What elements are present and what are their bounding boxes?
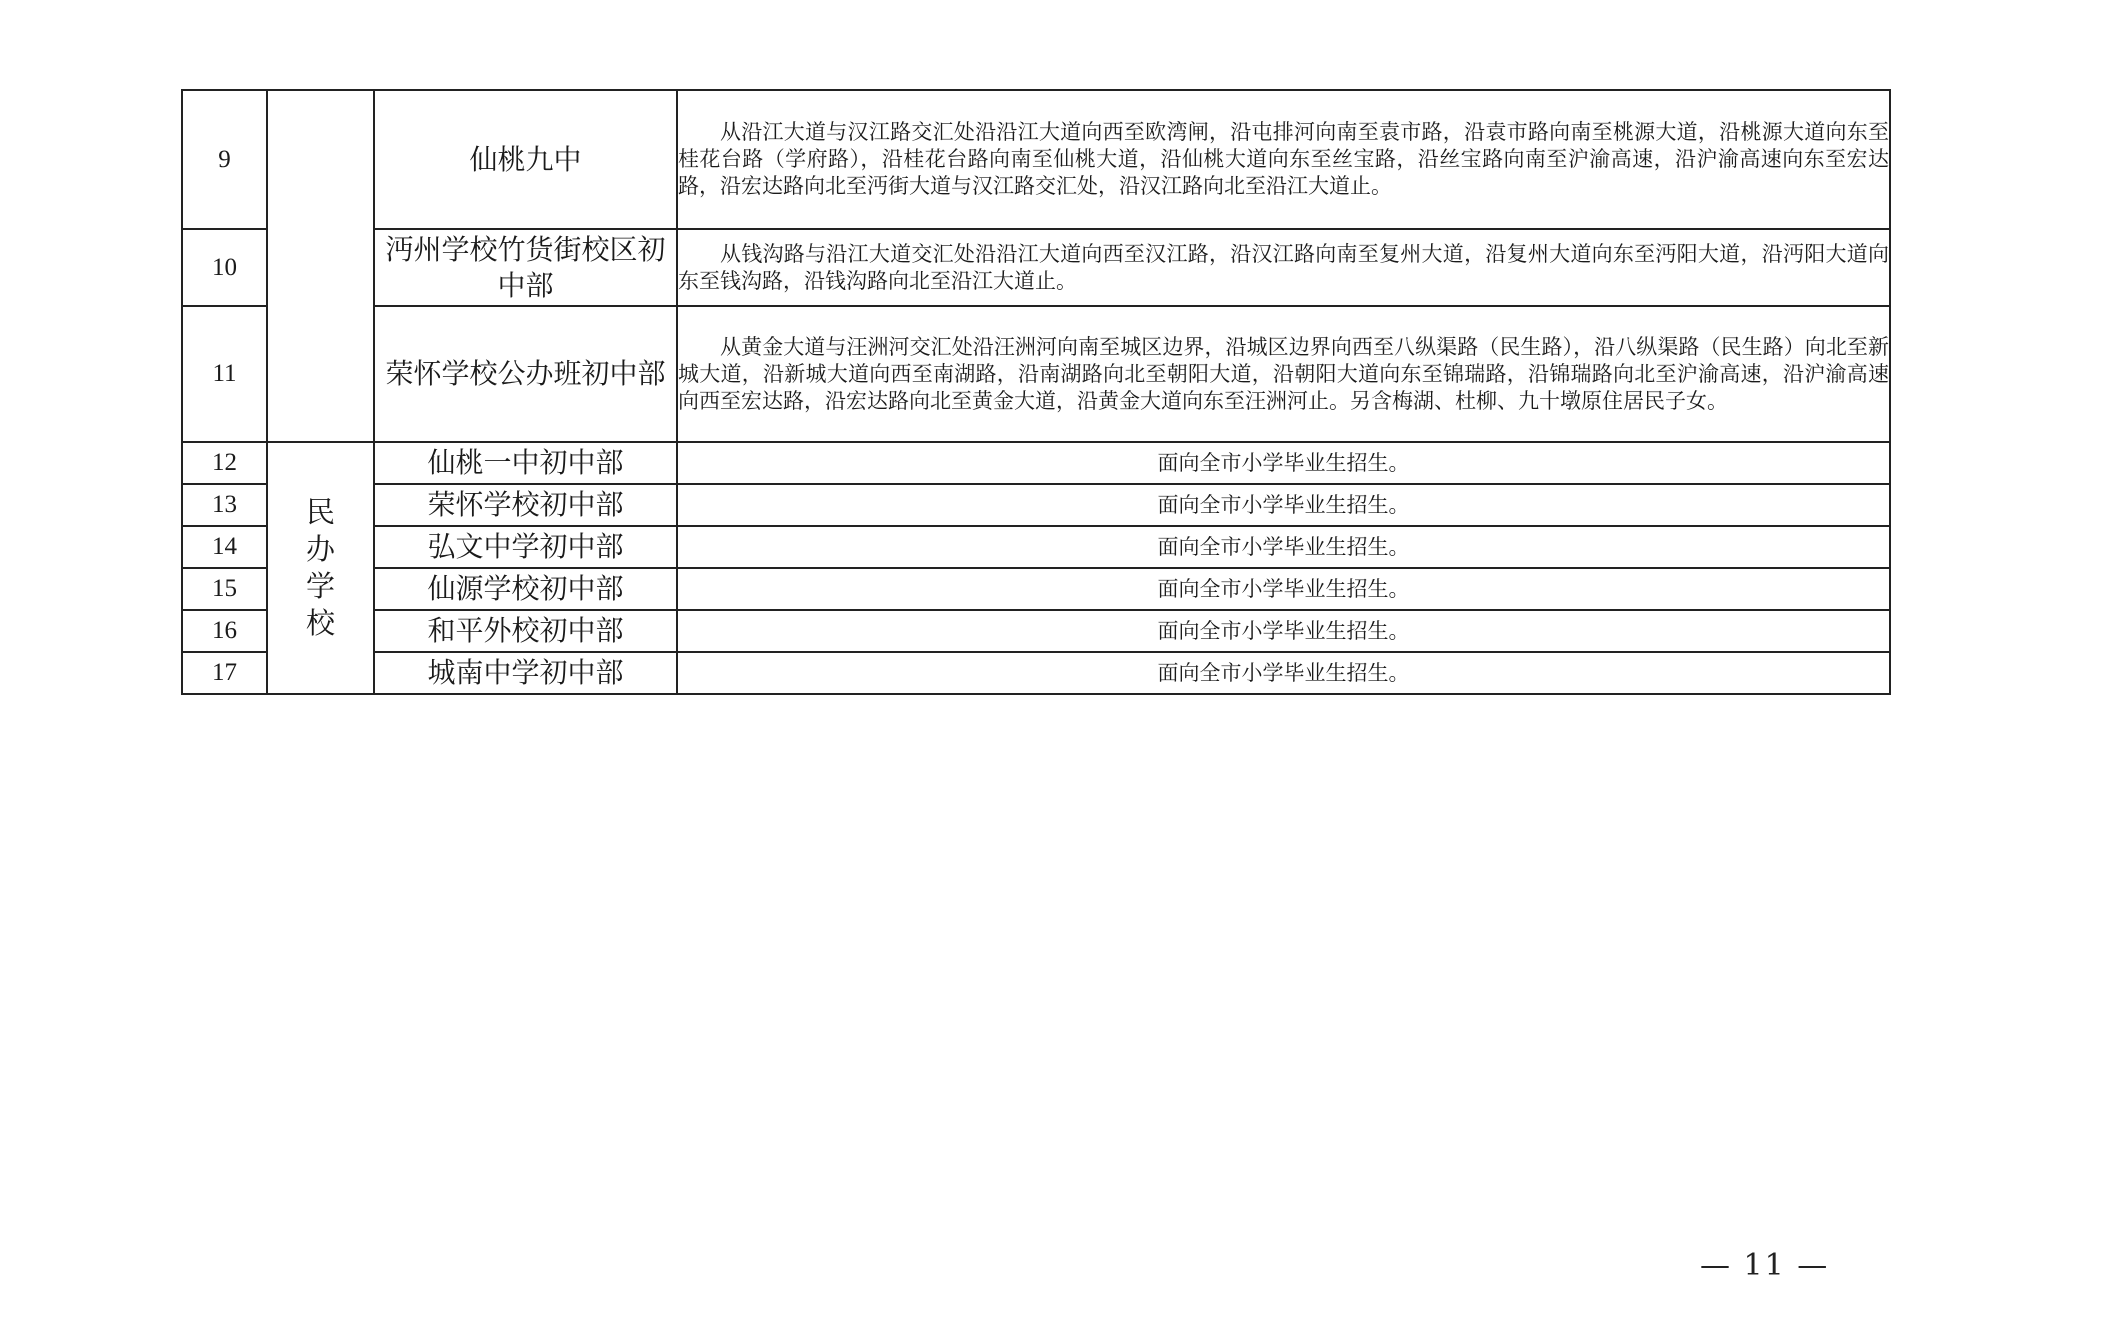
table-row — [182, 90, 1890, 229]
school-name: 和平外校初中部 — [374, 610, 677, 652]
row-number: 17 — [182, 652, 267, 694]
zone-description: 面向全市小学毕业生招生。 — [677, 568, 1890, 610]
table-row — [182, 306, 1890, 442]
table-row — [182, 526, 1890, 568]
row-number: 10 — [182, 229, 267, 306]
zone-description: 面向全市小学毕业生招生。 — [677, 652, 1890, 694]
school-name: 荣怀学校公办班初中部 — [374, 306, 677, 442]
zone-description — [677, 229, 1890, 306]
row-number: 14 — [182, 526, 267, 568]
zone-description: 面向全市小学毕业生招生。 — [677, 610, 1890, 652]
zone-text: 从沿江大道与汉江路交汇处沿沿江大道向西至欧湾闸，沿屯排河向南至袁市路，沿袁市路向南至桃源大道，沿桃源大道向东至桂花台路（学府路），沿桂花台路向南至仙桃大道，沿仙桃大道向东至丝宝路，沿丝宝路向南至沪渝高速，沿沪渝高速向东至宏达路，沿宏达路向北至沔街大道与汉江路交汇处，沿汉江路向北至沿江大道止。 — [678, 120, 1889, 198]
school-name: 弘文中学初中部 — [374, 526, 677, 568]
table-row — [182, 610, 1890, 652]
row-number: 16 — [182, 610, 267, 652]
row-number: 11 — [182, 306, 267, 442]
school-name: 仙桃九中 — [374, 90, 677, 229]
table-row — [182, 442, 1890, 484]
row-number: 12 — [182, 442, 267, 484]
zone-text: 从钱沟路与沿江大道交汇处沿沿江大道向西至汉江路，沿汉江路向南至复州大道，沿复州大道向东至沔阳大道，沿沔阳大道向东至钱沟路，沿钱沟路向北至沿江大道止。 — [678, 241, 1889, 293]
school-name: 沔州学校竹货街校区初中部 — [374, 229, 677, 306]
zone-description: 面向全市小学毕业生招生。 — [677, 442, 1890, 484]
table-row — [182, 229, 1890, 306]
table-row — [182, 484, 1890, 526]
school-name: 仙桃一中初中部 — [374, 442, 677, 484]
zone-description — [677, 90, 1890, 229]
school-name: 荣怀学校初中部 — [374, 484, 677, 526]
enrollment-zone-table — [181, 89, 1891, 695]
row-number: 13 — [182, 484, 267, 526]
zone-description: 面向全市小学毕业生招生。 — [677, 484, 1890, 526]
zone-description: 面向全市小学毕业生招生。 — [677, 526, 1890, 568]
row-number: 9 — [182, 90, 267, 229]
page-number: — 11 — — [1700, 1248, 1830, 1283]
category-cell-private — [267, 442, 374, 694]
table-row — [182, 568, 1890, 610]
row-number: 15 — [182, 568, 267, 610]
category-cell-public-continued — [267, 90, 374, 442]
category-label: 民办学校 — [305, 495, 335, 640]
table-row — [182, 652, 1890, 694]
zone-description — [677, 306, 1890, 442]
school-name: 仙源学校初中部 — [374, 568, 677, 610]
zone-text: 从黄金大道与汪洲河交汇处沿汪洲河向南至城区边界，沿城区边界向西至八纵渠路（民生路），沿八纵渠路（民生路）向北至新城大道，沿新城大道向西至南湖路，沿南湖路向北至朝阳大道，沿朝阳大道向东至锦瑞路，沿锦瑞路向北至沪渝高速，沿沪渝高速向西至宏达路，沿宏达路向北至黄金大道，沿黄金大道向东至汪洲河止。另含梅湖、杜柳、九十墩原住居民子女。 — [678, 334, 1889, 413]
school-name: 城南中学初中部 — [374, 652, 677, 694]
